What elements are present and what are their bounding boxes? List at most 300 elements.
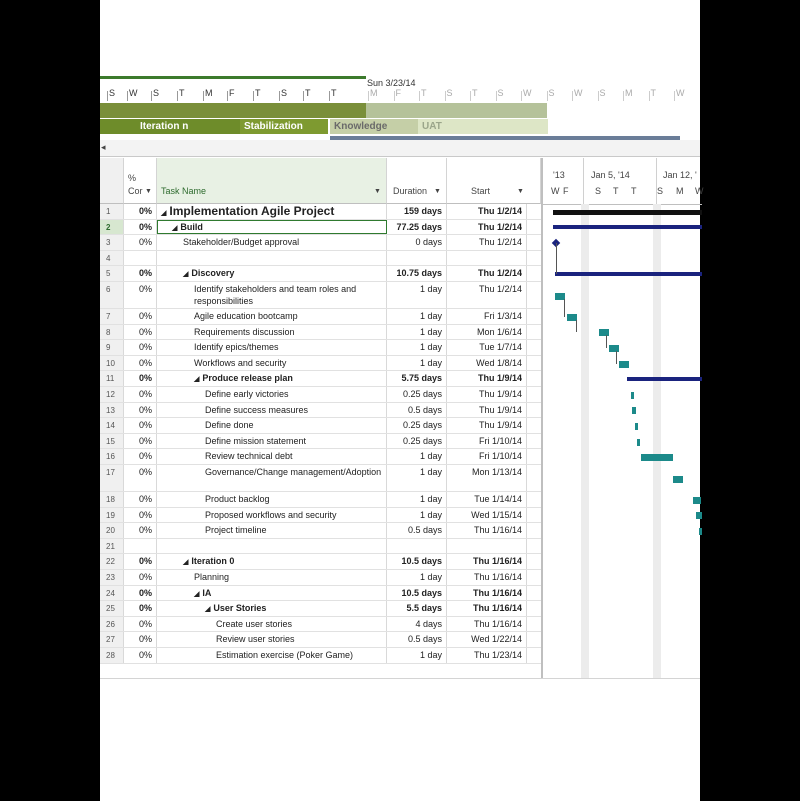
start-date-cell[interactable]: Thu 1/16/14 (447, 570, 527, 585)
percent-complete-cell[interactable]: 0% (124, 508, 157, 523)
table-row[interactable] (100, 554, 541, 570)
start-date-cell[interactable]: Thu 1/16/14 (447, 586, 527, 601)
timeline-tick (303, 91, 304, 101)
percent-complete-cell[interactable]: 0% (124, 220, 157, 235)
row-id-cell[interactable]: 14 (100, 418, 124, 433)
task-name-cell[interactable] (157, 508, 387, 523)
start-date-cell[interactable]: Thu 1/9/14 (447, 371, 527, 386)
percent-complete-cell[interactable]: 0% (124, 601, 157, 616)
timeline-scrollbar[interactable] (100, 140, 700, 157)
row-id-cell[interactable]: 18 (100, 492, 124, 507)
percent-complete-cell[interactable]: 0% (124, 356, 157, 371)
task-bar[interactable] (641, 454, 673, 461)
table-row[interactable] (100, 539, 541, 555)
percent-complete-cell[interactable]: 0% (124, 204, 157, 219)
task-name-cell[interactable] (157, 617, 387, 632)
duration-cell[interactable] (387, 539, 447, 554)
task-name-text: Planning (194, 572, 230, 582)
duration-cell[interactable]: 5.5 days (387, 601, 447, 616)
row-id-cell[interactable]: 11 (100, 371, 124, 386)
gantt-chart[interactable] (541, 158, 704, 678)
project-summary-bar[interactable] (553, 210, 702, 215)
task-name-text: Define mission statement (205, 435, 307, 446)
start-date-cell[interactable]: Wed 1/15/14 (447, 508, 527, 523)
gantt-timescale (543, 158, 702, 205)
duration-cell[interactable]: 159 days (387, 204, 447, 219)
select-all-corner[interactable] (100, 158, 124, 204)
timeline-day-label: T (331, 88, 337, 98)
duration-cell[interactable]: 0.25 days (387, 387, 447, 402)
row-id-cell[interactable]: 5 (100, 266, 124, 281)
task-bar[interactable] (599, 329, 609, 336)
percent-complete-cell[interactable]: 0% (124, 434, 157, 449)
timeline-day-label: T (421, 88, 427, 98)
start-date-cell[interactable]: Tue 1/7/14 (447, 340, 527, 355)
dependency-link[interactable] (576, 320, 577, 333)
timeline-day-label: S (281, 88, 288, 98)
task-name-text: Define early victories (205, 389, 289, 399)
collapse-toggle-icon[interactable]: ◢ (161, 210, 167, 217)
row-id-cell[interactable]: 6 (100, 282, 124, 308)
percent-complete-cell[interactable]: 0% (124, 282, 157, 308)
scroll-left-icon[interactable]: ◂ (101, 142, 106, 152)
table-row[interactable] (100, 617, 541, 633)
task-bar[interactable] (673, 476, 683, 483)
row-id-cell[interactable]: 7 (100, 309, 124, 324)
percent-complete-cell[interactable]: 0% (124, 235, 157, 250)
row-id-cell[interactable]: 10 (100, 356, 124, 371)
task-name-cell[interactable] (157, 648, 387, 663)
table-row[interactable] (100, 309, 541, 325)
table-row[interactable] (100, 492, 541, 508)
task-name-cell[interactable] (157, 204, 387, 219)
task-bar[interactable] (609, 345, 619, 352)
percent-complete-cell[interactable]: 0% (124, 617, 157, 632)
blank-area (100, 678, 700, 801)
percent-complete-cell[interactable]: 0% (124, 465, 157, 491)
start-date-cell[interactable]: Mon 1/6/14 (447, 325, 527, 340)
table-row[interactable] (100, 251, 541, 267)
timeline-range-line (100, 76, 366, 79)
row-id-cell[interactable]: 9 (100, 340, 124, 355)
row-id-cell[interactable]: 17 (100, 465, 124, 491)
dependency-link[interactable] (616, 351, 617, 364)
task-name-text: Estimation exercise (Poker Game) (216, 650, 354, 660)
row-id-cell[interactable]: 4 (100, 251, 124, 266)
timeline-day-label: S (497, 88, 504, 98)
start-date-cell[interactable] (447, 251, 527, 266)
percent-complete-cell[interactable]: 0% (124, 648, 157, 663)
duration-cell[interactable]: 5.75 days (387, 371, 447, 386)
task-name-text: Define done (205, 420, 254, 431)
start-date-cell[interactable] (447, 539, 527, 554)
timeline-tick (496, 91, 497, 101)
duration-cell[interactable]: 1 day (387, 282, 447, 308)
start-date-cell[interactable]: Thu 1/23/14 (447, 648, 527, 663)
table-row[interactable] (100, 523, 541, 539)
timescale-week-label: Jan 12, ' (663, 170, 697, 180)
task-name-text: Project timeline (205, 525, 267, 536)
percent-complete-cell[interactable]: 0% (124, 418, 157, 433)
summary-bar[interactable] (555, 272, 702, 276)
row-id-cell[interactable]: 27 (100, 632, 124, 647)
timeline-tick (598, 91, 599, 101)
timeline-tick (547, 91, 548, 101)
dependency-link[interactable] (564, 299, 565, 317)
task-name-cell[interactable] (157, 632, 387, 647)
chevron-down-icon[interactable]: ▼ (374, 188, 381, 195)
timeline-tick (279, 91, 280, 101)
percent-complete-cell[interactable] (124, 251, 157, 266)
timeline-tick (203, 91, 204, 101)
timeline-day-label: T (179, 88, 185, 98)
column-header-percent-complete[interactable] (124, 158, 157, 204)
row-id-cell[interactable]: 1 (100, 204, 124, 219)
duration-cell[interactable]: 1 day (387, 325, 447, 340)
timeline-day-label: M (205, 88, 213, 98)
task-name-cell[interactable] (157, 325, 387, 340)
collapse-toggle-icon[interactable]: ◢ (183, 271, 189, 279)
duration-cell[interactable] (387, 251, 447, 266)
chevron-down-icon[interactable]: ▼ (145, 188, 152, 195)
timeline-day-label: S (109, 88, 116, 98)
chevron-down-icon[interactable]: ▼ (517, 188, 524, 195)
table-row[interactable] (100, 449, 541, 465)
start-date-cell[interactable]: Thu 1/9/14 (447, 387, 527, 402)
timeline-tick (394, 91, 395, 101)
task-name-cell[interactable] (157, 601, 387, 616)
timeline-tick (227, 91, 228, 101)
task-grid (100, 158, 541, 678)
task-bar[interactable] (693, 497, 701, 504)
timeline-phase-stabilization[interactable]: Stabilization (240, 119, 328, 134)
table-row[interactable] (100, 570, 541, 586)
row-id-cell[interactable]: 25 (100, 601, 124, 616)
table-row[interactable] (100, 434, 541, 450)
row-id-cell[interactable]: 2 (100, 220, 124, 235)
task-name-cell[interactable] (157, 309, 387, 324)
task-name-cell[interactable] (157, 235, 387, 250)
timeline-tick (368, 91, 369, 101)
table-row[interactable] (100, 371, 541, 387)
start-date-cell[interactable]: Thu 1/16/14 (447, 617, 527, 632)
task-name-text: Review user stories (216, 634, 295, 645)
percent-complete-cell[interactable]: 0% (124, 309, 157, 324)
timeline-day-label: F (229, 88, 235, 98)
dependency-link[interactable] (556, 243, 557, 274)
timeline-day-label: S (548, 88, 555, 98)
percent-complete-cell[interactable]: 0% (124, 523, 157, 538)
timescale-day-label: F (563, 186, 569, 196)
timeline-tick (107, 91, 108, 101)
task-bar[interactable] (631, 392, 634, 399)
task-name-text: Identify stakeholders and team roles and responsibilities (194, 284, 357, 306)
table-row[interactable] (100, 508, 541, 524)
timeline-day-label: S (153, 88, 160, 98)
start-date-cell[interactable]: Fri 1/10/14 (447, 449, 527, 464)
percent-complete-cell[interactable]: 0% (124, 449, 157, 464)
start-date-cell[interactable]: Thu 1/2/14 (447, 204, 527, 219)
timescale-day-label: T (631, 186, 637, 196)
collapse-toggle-icon[interactable]: ◢ (172, 224, 178, 232)
timeline-tick (177, 91, 178, 101)
collapse-toggle-icon[interactable]: ◢ (205, 606, 211, 614)
task-name-cell[interactable] (157, 371, 387, 386)
timeline-day-label: F (395, 88, 401, 98)
timeline-day-label: W (574, 88, 583, 98)
task-name-cell[interactable] (157, 220, 387, 235)
task-name-text: Proposed workflows and security (205, 509, 337, 520)
row-id-cell[interactable]: 28 (100, 648, 124, 663)
table-row[interactable] (100, 266, 541, 282)
summary-bar[interactable] (553, 225, 702, 229)
timeline-day-label: T (255, 88, 261, 98)
start-date-cell[interactable]: Thu 1/9/14 (447, 418, 527, 433)
timeline-tick (445, 91, 446, 101)
timeline-date-label: Sun 3/23/14 (367, 78, 416, 88)
task-name-text: Define success measures (205, 404, 309, 415)
start-date-cell[interactable]: Thu 1/16/14 (447, 554, 527, 569)
timeline-phase-leading[interactable] (100, 119, 136, 134)
duration-cell[interactable]: 0 days (387, 235, 447, 250)
task-name-cell[interactable] (157, 356, 387, 371)
task-name-cell[interactable] (157, 492, 387, 507)
duration-cell[interactable]: 1 day (387, 570, 447, 585)
percent-complete-cell[interactable]: 0% (124, 325, 157, 340)
table-row[interactable] (100, 204, 541, 220)
table-row[interactable] (100, 632, 541, 648)
start-date-cell[interactable]: Wed 1/8/14 (447, 356, 527, 371)
timescale-day-label: W (551, 186, 560, 196)
percent-complete-cell[interactable]: 0% (124, 266, 157, 281)
task-name-cell[interactable] (157, 403, 387, 418)
duration-cell[interactable]: 1 day (387, 648, 447, 663)
table-row[interactable] (100, 340, 541, 356)
timeline-day-label: T (472, 88, 478, 98)
row-id-cell[interactable]: 26 (100, 617, 124, 632)
duration-cell[interactable]: 1 day (387, 309, 447, 324)
timescale-week-label: Jan 5, '14 (591, 170, 630, 180)
row-id-cell[interactable]: 3 (100, 235, 124, 250)
task-name-cell[interactable] (157, 251, 387, 266)
project-window (100, 0, 704, 800)
duration-cell[interactable]: 0.5 days (387, 403, 447, 418)
row-id-cell[interactable]: 20 (100, 523, 124, 538)
percent-complete-cell[interactable]: 0% (124, 387, 157, 402)
timeline-phase-iteration-n[interactable]: Iteration n (136, 119, 240, 134)
start-date-cell[interactable]: Mon 1/13/14 (447, 465, 527, 491)
task-name-cell[interactable] (157, 387, 387, 402)
timeline-day-label: W (676, 88, 685, 98)
timescale-divider (656, 158, 657, 204)
table-row[interactable] (100, 282, 541, 309)
start-date-cell[interactable]: Fri 1/10/14 (447, 434, 527, 449)
duration-cell[interactable]: 10.5 days (387, 554, 447, 569)
percent-complete-cell[interactable]: 0% (124, 371, 157, 386)
task-bar[interactable] (699, 528, 702, 535)
percent-complete-cell[interactable]: 0% (124, 403, 157, 418)
timeline-tick (419, 91, 420, 101)
header-duration-label: Duration (393, 186, 428, 196)
column-header-start[interactable] (447, 158, 541, 204)
task-name-text: Iteration 0 (191, 556, 235, 567)
table-row[interactable] (100, 387, 541, 403)
duration-cell[interactable]: 0.25 days (387, 418, 447, 433)
percent-complete-cell[interactable] (124, 539, 157, 554)
row-id-cell[interactable]: 22 (100, 554, 124, 569)
task-name-text: Discovery (191, 268, 235, 279)
timeline-day-label: T (305, 88, 311, 98)
timeline-day-label: S (599, 88, 606, 98)
table-row[interactable] (100, 325, 541, 341)
table-row[interactable] (100, 465, 541, 492)
percent-complete-cell[interactable]: 0% (124, 632, 157, 647)
timeline-phase-knowledge[interactable]: Knowledge (330, 119, 418, 134)
percent-complete-cell[interactable]: 0% (124, 554, 157, 569)
collapse-toggle-icon[interactable]: ◢ (194, 376, 200, 384)
timeline-tick (674, 91, 675, 101)
row-id-cell[interactable]: 13 (100, 403, 124, 418)
duration-cell[interactable]: 1 day (387, 492, 447, 507)
timeline-tick (623, 91, 624, 101)
header-start-label: Start (471, 186, 491, 196)
timescale-week-label: '13 (553, 170, 565, 180)
duration-cell[interactable]: 1 day (387, 508, 447, 523)
table-row[interactable] (100, 586, 541, 602)
duration-cell[interactable]: 1 day (387, 449, 447, 464)
task-name-text: Product backlog (205, 494, 270, 504)
task-name-cell[interactable] (157, 554, 387, 569)
duration-cell[interactable]: 0.5 days (387, 523, 447, 538)
timeline-tick (470, 91, 471, 101)
start-date-cell[interactable]: Fri 1/3/14 (447, 309, 527, 324)
chevron-down-icon[interactable]: ▼ (434, 188, 441, 195)
start-date-cell[interactable]: Wed 1/22/14 (447, 632, 527, 647)
task-name-cell[interactable] (157, 570, 387, 585)
duration-cell[interactable]: 0.5 days (387, 632, 447, 647)
start-date-cell[interactable]: Thu 1/16/14 (447, 523, 527, 538)
task-bar[interactable] (635, 423, 638, 430)
timeline-day-label: T (650, 88, 656, 98)
task-name-text: Workflows and security (194, 357, 287, 368)
start-date-cell[interactable]: Thu 1/16/14 (447, 601, 527, 616)
timeline-day-label: S (446, 88, 453, 98)
task-name-text: Produce release plan (202, 373, 293, 384)
task-name-cell[interactable] (157, 523, 387, 538)
start-date-cell[interactable]: Thu 1/2/14 (447, 235, 527, 250)
duration-cell[interactable]: 1 day (387, 465, 447, 491)
start-date-cell[interactable]: Thu 1/2/14 (447, 220, 527, 235)
task-name-cell[interactable] (157, 586, 387, 601)
timeline-tick (521, 91, 522, 101)
timeline-day-label: W (523, 88, 532, 98)
task-name-text: Stakeholder/Budget approval (183, 237, 300, 248)
percent-complete-cell[interactable]: 0% (124, 586, 157, 601)
percent-complete-cell[interactable]: 0% (124, 492, 157, 507)
dependency-link[interactable] (606, 335, 607, 348)
duration-cell[interactable]: 0.25 days (387, 434, 447, 449)
task-bar[interactable] (696, 512, 702, 519)
task-name-cell[interactable] (157, 282, 387, 308)
task-name-cell[interactable] (157, 449, 387, 464)
row-id-cell[interactable]: 12 (100, 387, 124, 402)
header-pct-symbol: % (128, 173, 137, 183)
task-name-text: Agile education bootcamp (194, 311, 298, 321)
task-name-text: Requirements discussion (194, 326, 295, 337)
task-name-text: Create user stories (216, 618, 293, 629)
start-date-cell[interactable]: Thu 1/9/14 (447, 403, 527, 418)
task-name-text: IA (202, 587, 212, 598)
duration-cell[interactable]: 1 day (387, 356, 447, 371)
start-date-cell[interactable]: Thu 1/2/14 (447, 266, 527, 281)
timeline-tick (329, 91, 330, 101)
collapse-toggle-icon[interactable]: ◢ (183, 559, 189, 567)
timeline-tick (151, 91, 152, 101)
duration-cell[interactable]: 10.5 days (387, 586, 447, 601)
row-id-cell[interactable]: 8 (100, 325, 124, 340)
percent-complete-cell[interactable]: 0% (124, 570, 157, 585)
task-name-cell[interactable] (157, 266, 387, 281)
task-name-text: Review technical debt (205, 451, 293, 462)
table-row[interactable] (100, 418, 541, 434)
table-row[interactable] (100, 648, 541, 664)
timescale-divider (583, 158, 584, 204)
start-date-cell[interactable]: Thu 1/2/14 (447, 282, 527, 308)
timescale-day-label: W (695, 186, 704, 196)
column-header-task-name[interactable] (157, 158, 387, 204)
collapse-toggle-icon[interactable]: ◢ (194, 590, 200, 598)
table-row[interactable] (100, 356, 541, 372)
row-id-cell[interactable]: 16 (100, 449, 124, 464)
duration-cell[interactable]: 77.25 days (387, 220, 447, 235)
task-name-cell[interactable] (157, 434, 387, 449)
timeline-band-dark (100, 103, 366, 118)
task-bar[interactable] (637, 439, 640, 446)
task-name-text: User Stories (213, 603, 267, 614)
column-header-duration[interactable] (387, 158, 447, 204)
row-id-cell[interactable]: 21 (100, 539, 124, 554)
task-bar[interactable] (619, 361, 629, 368)
table-row[interactable] (100, 235, 541, 251)
timescale-day-label: T (613, 186, 619, 196)
row-id-cell[interactable]: 19 (100, 508, 124, 523)
table-row[interactable] (100, 601, 541, 617)
task-bar[interactable] (632, 407, 636, 414)
timeline-phase-uat[interactable]: UAT (418, 119, 548, 134)
task-name-text: Identify epics/themes (194, 342, 279, 353)
summary-bar[interactable] (627, 377, 702, 381)
task-name-cell[interactable] (157, 418, 387, 433)
header-task-name-label: Task Name (161, 186, 207, 196)
task-name-cell[interactable] (157, 539, 387, 554)
row-id-cell[interactable]: 23 (100, 570, 124, 585)
row-id-cell[interactable]: 15 (100, 434, 124, 449)
timeline-tick (253, 91, 254, 101)
percent-complete-cell[interactable]: 0% (124, 340, 157, 355)
task-name-cell[interactable] (157, 340, 387, 355)
duration-cell[interactable]: 4 days (387, 617, 447, 632)
table-row[interactable] (100, 220, 541, 236)
task-name-cell[interactable] (157, 465, 387, 491)
start-date-cell[interactable]: Tue 1/14/14 (447, 492, 527, 507)
row-id-cell[interactable]: 24 (100, 586, 124, 601)
table-row[interactable] (100, 403, 541, 419)
duration-cell[interactable]: 1 day (387, 340, 447, 355)
timeline-tick (572, 91, 573, 101)
timeline-band-light (366, 103, 547, 118)
timeline-view[interactable] (100, 0, 700, 150)
duration-cell[interactable]: 10.75 days (387, 266, 447, 281)
